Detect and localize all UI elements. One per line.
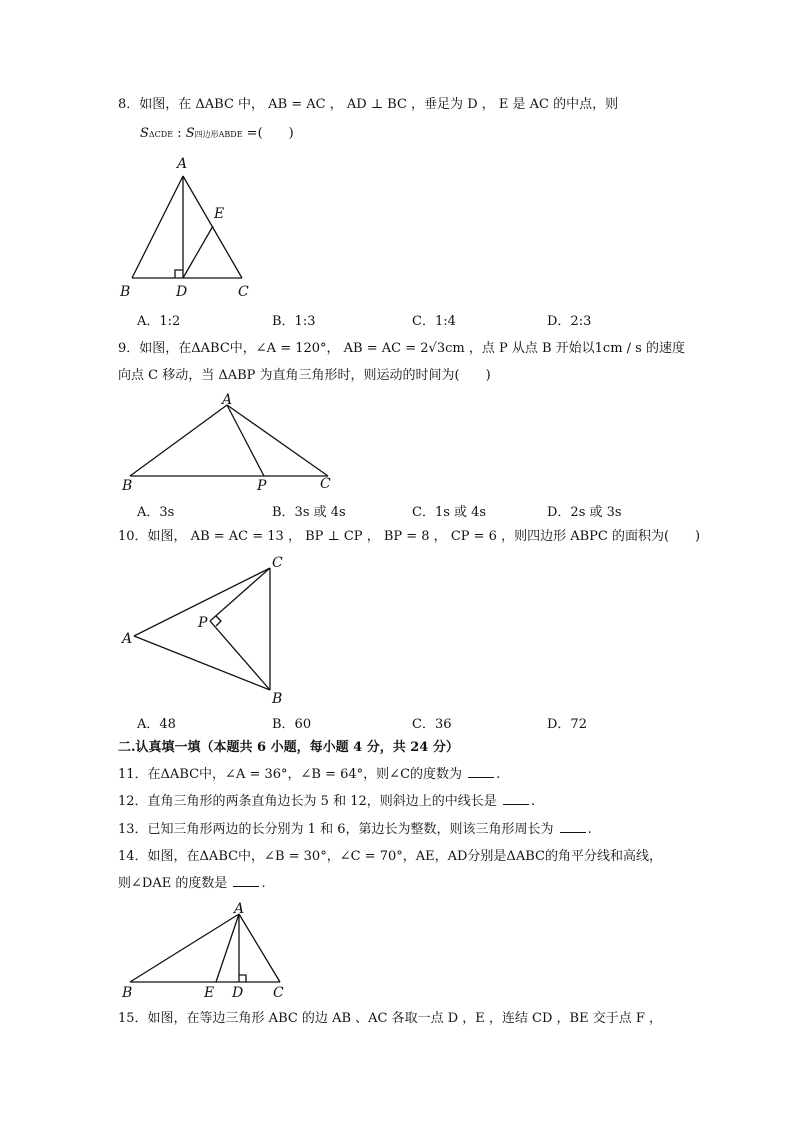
q9-figure [112, 390, 352, 496]
q12-line [118, 793, 535, 811]
q9-segment-AP [227, 405, 264, 476]
q9-option-c[interactable]: C．1s 或 4s [412, 505, 487, 520]
q9-side-AB [130, 405, 227, 476]
q10-segment-PC [210, 568, 270, 621]
q14-label-B: B [122, 985, 133, 1001]
q13-answer-blank[interactable] [560, 821, 586, 833]
q8-option-b[interactable]: B．1:3 [272, 314, 316, 329]
q10-label-P: P [198, 615, 208, 631]
q8-option-d[interactable]: D．2:3 [547, 314, 592, 329]
q9-text-line1: 9．如图，在ΔABC中，∠A = 120°， AB = AC = 2√3cm ，点 P 从点 B 开始以1cm / s 的速度 [118, 341, 685, 356]
q8-segment-DE [183, 226, 213, 278]
q14-label-E: E [204, 985, 215, 1001]
q10-option-a[interactable]: A．48 [137, 717, 176, 732]
q11-line [118, 766, 500, 784]
q14-label-A: A [234, 901, 245, 917]
q14-line2 [118, 875, 266, 893]
q8-label-C: C [238, 284, 249, 300]
q14-text-line1: 14．如图，在ΔABC中，∠B = 30°，∠C = 70°，AE，AD分别是ΔABC的角平分线和高线， [118, 849, 662, 864]
q8-tail: =( ) [242, 126, 294, 141]
q8-label-E: E [214, 206, 225, 222]
q11-text: 11．在ΔABC中，∠A = 36°，∠B = 64°，则∠C的度数为 [118, 767, 463, 782]
q14-label-C: C [273, 985, 284, 1001]
q9-option-a[interactable]: A．3s [137, 505, 175, 520]
q11-tail: . [496, 767, 501, 782]
q10-option-b[interactable]: B．60 [272, 717, 312, 732]
q10-segment-PB [210, 621, 270, 690]
q12-text: 12．直角三角形的两条直角边长为 5 和 12，则斜边上的中线长是 [118, 794, 497, 809]
q9-side-AC [227, 405, 328, 476]
q10-side-AB [134, 636, 270, 690]
q9-label-A: A [222, 392, 233, 408]
q8-figure [112, 148, 262, 302]
q8-text-line2 [140, 125, 294, 144]
q10-label-B: B [272, 691, 283, 707]
q8-option-a[interactable]: A．1:2 [137, 314, 181, 329]
q14-figure [112, 898, 302, 1002]
section-heading: 二.认真填一填（本题共 6 小题，每小题 4 分，共 24 分） [118, 740, 459, 755]
q14-label-D: D [232, 985, 244, 1001]
q8-text-line1: 8．如图，在 ΔABC 中， AB = AC ， AD ⊥ BC ，垂足为 D ， E 是 AC 的中点，则 [118, 97, 619, 112]
q10-label-C: C [272, 555, 283, 571]
q9-label-C: C [320, 476, 331, 492]
q8-label-B: B [120, 284, 131, 300]
q8-label-D: D [176, 284, 188, 300]
q8-option-c[interactable]: C．1:4 [412, 314, 456, 329]
q13-text: 13．已知三角形两边的长分别为 1 和 6，第边长为整数，则该三角形周长为 [118, 822, 554, 837]
q14-side-AC [239, 914, 280, 982]
q12-answer-blank[interactable] [503, 793, 529, 805]
q8-side-AB [132, 176, 183, 278]
q13-line [118, 821, 592, 839]
q10-figure [112, 553, 302, 708]
q14-side-AB [130, 914, 239, 982]
q9-label-P: P [257, 478, 267, 494]
q9-text-line2: 向点 C 移动，当 ΔABP 为直角三角形时，则运动的时间为( ) [118, 368, 491, 383]
q8-area-symbol-1: S [140, 126, 149, 141]
q9-label-B: B [122, 478, 133, 494]
q15-text-line1: 15．如图，在等边三角形 ABC 的边 AB 、AC 各取一点 D ，E ，连结 CD ，BE 交于点 F ， [118, 1011, 663, 1026]
q8-right-angle-mark [175, 270, 183, 278]
q14-bisector-AE [216, 914, 239, 982]
q13-tail: . [587, 822, 592, 837]
q9-option-b[interactable]: B．3s 或 4s [272, 505, 346, 520]
q11-answer-blank[interactable] [468, 766, 494, 778]
q8-area-sub-2: 四边形ABDE [194, 130, 243, 139]
q14-text-line2: 则∠DAE 的度数是 [118, 876, 228, 891]
q10-text-line1: 10．如图， AB = AC = 13 ， BP ⊥ CP ， BP = 8 ， CP = 6 ，则四边形 ABPC 的面积为( ) [118, 529, 701, 544]
q14-right-angle-mark [239, 975, 246, 982]
q10-right-angle-mark [216, 616, 221, 626]
q14-tail: . [261, 876, 266, 891]
q8-area-sub-1: ΔCDE [148, 130, 174, 139]
q8-label-A: A [177, 156, 188, 172]
q10-option-d[interactable]: D．72 [547, 717, 587, 732]
q12-tail: . [530, 794, 536, 809]
q9-option-d[interactable]: D．2s 或 3s [547, 505, 622, 520]
q14-answer-blank[interactable] [233, 875, 259, 887]
q8-area-symbol-2: S [185, 126, 195, 141]
q8-colon: : [173, 126, 186, 141]
q10-option-c[interactable]: C．36 [412, 717, 452, 732]
q10-label-A: A [122, 631, 133, 647]
